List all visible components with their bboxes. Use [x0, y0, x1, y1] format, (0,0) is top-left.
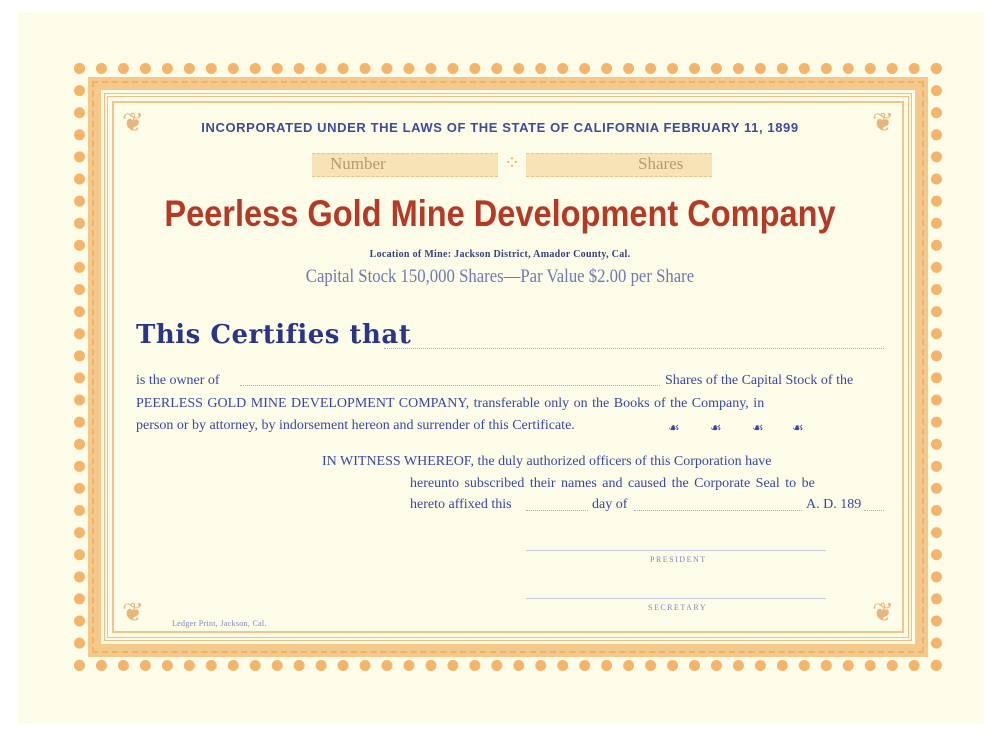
year-line [864, 510, 884, 511]
holder-name-line [384, 348, 884, 349]
transfer-clause: PEERLESS GOLD MINE DEVELOPMENT COMPANY, transferable only on the Books of the Company, in [136, 396, 765, 411]
witness-line-3-b: day of [592, 497, 628, 512]
fleuron-icon: ☙ [710, 420, 722, 435]
owner-line-right: Shares of the Capital Stock of the [665, 373, 854, 388]
mine-location: Location of Mine: Jackson District, Amador County, Cal. [369, 249, 631, 260]
banner-ornament-icon: ⁘ [504, 153, 520, 174]
shares-label: Shares [638, 154, 684, 173]
secretary-label: SECRETARY [648, 603, 708, 612]
corner-ornament-icon: ❦ [872, 108, 894, 137]
ornamental-border-frame [112, 101, 904, 633]
secretary-signature-line [526, 598, 826, 599]
indorsement-clause: person or by attorney, by indorsement hereon and surrender of this Certificate. [136, 418, 575, 433]
witness-line-3-c: A. D. 189 [806, 497, 862, 512]
month-line [634, 510, 802, 511]
number-label: Number [330, 154, 386, 173]
owner-line-left: is the owner of [136, 373, 220, 388]
number-shares-banner [312, 151, 712, 177]
certifies-heading: This Certifies that [136, 320, 412, 350]
company-title: Peerless Gold Mine Development Company [164, 193, 836, 234]
corner-ornament-icon: ❦ [872, 598, 894, 627]
fleuron-icon: ☙ [752, 420, 764, 435]
corner-ornament-icon: ❦ [122, 598, 144, 627]
witness-line-3-a: hereto affixed this [410, 497, 512, 512]
witness-line-1: IN WITNESS WHEREOF, the duly authorized officers of this Corporation have [322, 454, 772, 469]
capital-stock-line: Capital Stock 150,000 Shares—Par Value $2.00 per Share [305, 266, 695, 287]
shares-banner-segment [526, 153, 712, 177]
fleuron-icon: ☙ [668, 420, 680, 435]
incorporation-statement: INCORPORATED UNDER THE LAWS OF THE STATE OF CALIFORNIA FEBRUARY 11, 1899 [201, 120, 799, 135]
president-signature-line [526, 550, 826, 551]
day-line [526, 510, 588, 511]
printer-credit: Ledger Print, Jackson, Cal. [172, 619, 267, 628]
share-count-line [240, 385, 660, 386]
fleuron-icon: ☙ [792, 420, 804, 435]
corner-ornament-icon: ❦ [122, 108, 144, 137]
president-label: PRESIDENT [650, 555, 707, 564]
witness-line-2: hereunto subscribed their names and caused the Corporate Seal to be [410, 476, 815, 491]
